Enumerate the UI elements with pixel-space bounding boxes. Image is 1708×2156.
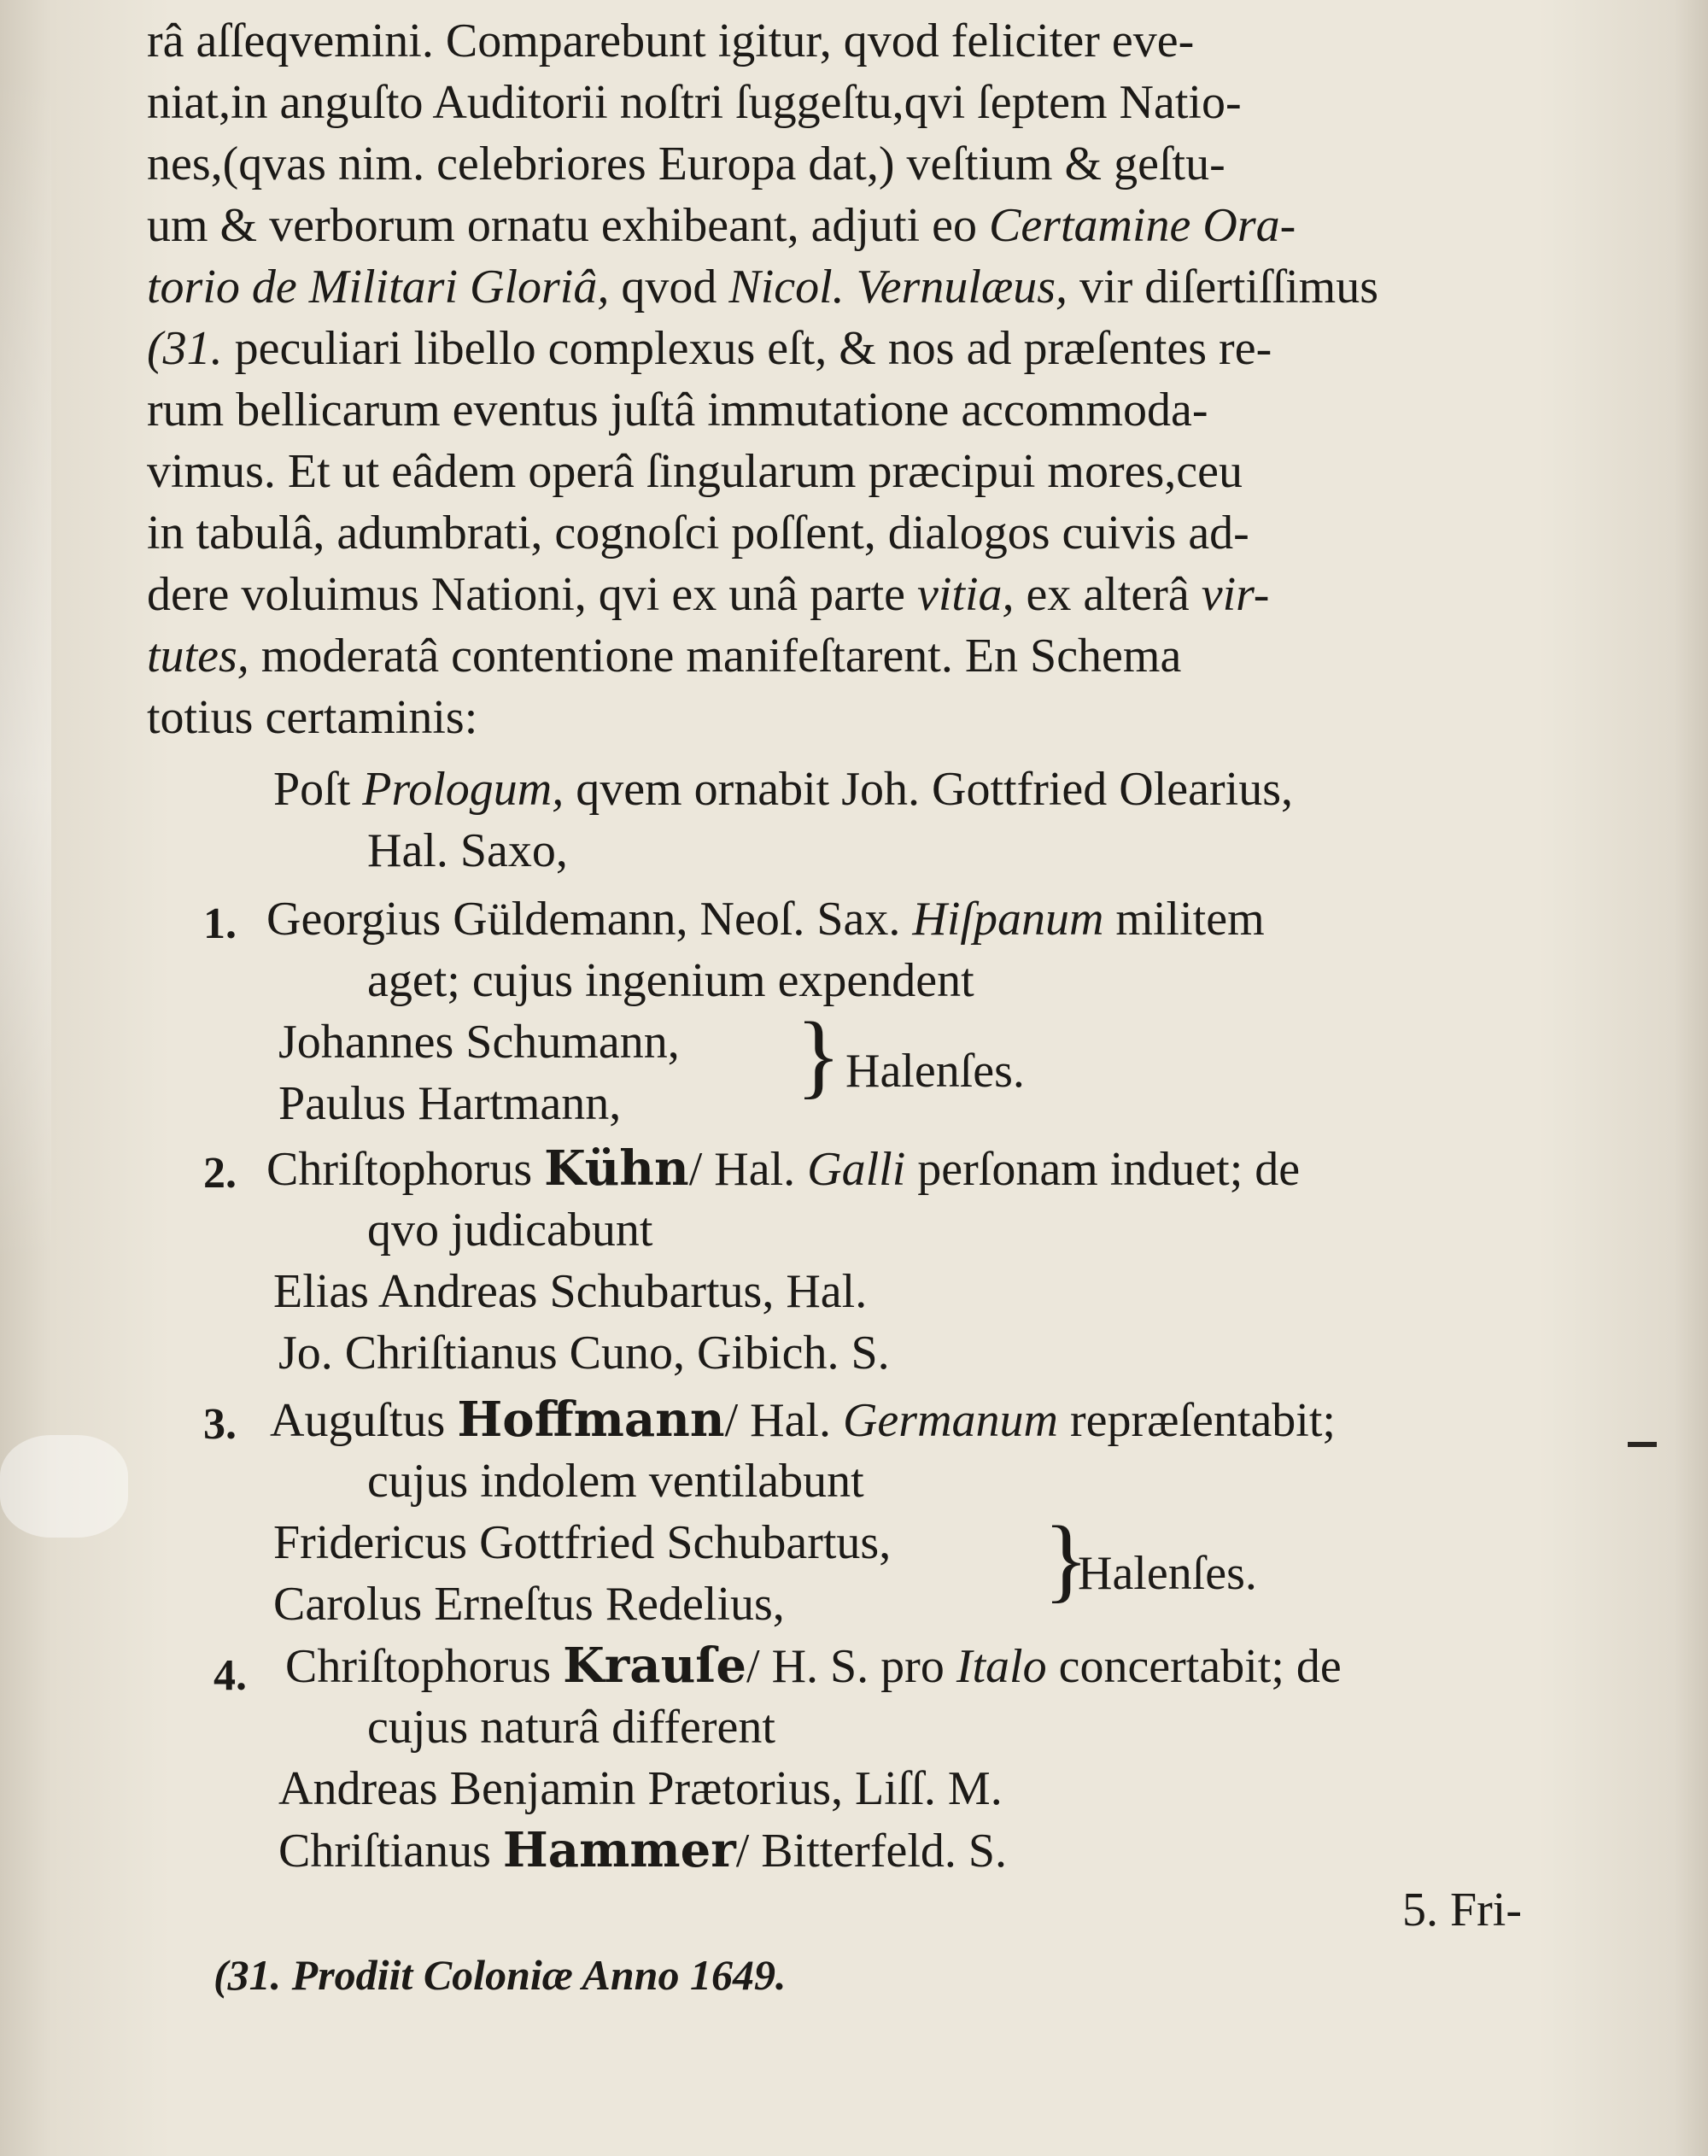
text-line-1: râ aſſeqvemini. Comparebunt igitur, qvod feliciter eve- [147, 15, 1195, 67]
entry-number-2: 2. [203, 1149, 237, 1198]
margin-mark [1628, 1442, 1657, 1447]
entry-2-judge-1: Elias Andreas Schubartus, Hal. [273, 1265, 868, 1318]
entry-1-judge-1: Johannes Schumann, [278, 1016, 680, 1069]
text-line-5: torio de Militari Gloriâ, qvod Nicol. Vernulæus, vir diſertiſſimus [147, 261, 1379, 313]
prologue-origin: Hal. Saxo, [367, 824, 568, 877]
page-edge-damage [0, 68, 51, 1264]
text-line-6: (31. peculiari libello complexus eſt, & nos ad præſentes re- [147, 322, 1272, 375]
entry-4-line-2: cujus naturâ different [367, 1701, 775, 1754]
entry-3-judge-2: Carolus Erneſtus Redelius, [273, 1578, 785, 1631]
text-line-3: nes,(qvas nim. celebriores Europa dat,) veſtium & geſtu- [147, 138, 1225, 190]
entry-3-town: Halenſes. [1078, 1547, 1257, 1600]
entry-3-judge-1: Fridericus Gottfried Schubartus, [273, 1516, 892, 1569]
text-line-8: vimus. Et ut eâdem operâ ſingularum præcipui mores,ceu [147, 445, 1243, 498]
entry-1-line-2: aget; cujus ingenium expendent [367, 954, 974, 1007]
entry-4-line-1: Chriſtophorus Krauſe/ H. S. pro Italo concertabit; de [285, 1638, 1342, 1694]
entry-2-line-1: Chriſtophorus Kühn/ Hal. Galli perſonam induet; de [266, 1140, 1301, 1197]
brace-1: } [796, 1003, 841, 1107]
text-line-12: totius certaminis: [147, 691, 478, 744]
entry-1-line-1: Georgius Güldemann, Neoſ. Sax. Hiſpanum militem [266, 893, 1265, 946]
entry-2-judge-2: Jo. Chriſtianus Cuno, Gibich. S. [278, 1327, 890, 1380]
entry-4-judge-2: Chriſtianus Hammer/ Bitterfeld. S. [278, 1822, 1008, 1878]
footnote: (31. Prodiit Coloniæ Anno 1649. [214, 1951, 787, 1999]
catchword: 5. Fri- [1402, 1884, 1522, 1936]
paper-stain [0, 1435, 128, 1538]
entry-1-judge-2: Paulus Hartmann, [278, 1077, 622, 1130]
entry-number-3: 3. [203, 1400, 237, 1449]
text-line-9: in tabulâ, adumbrati, cognoſci poſſent, dialogos cuivis ad- [147, 507, 1249, 560]
prologue-line: Poſt Prologum, qvem ornabit Joh. Gottfried Olearius, [273, 763, 1293, 816]
text-line-4: um & verborum ornatu exhibeant, adjuti eo Certamine Ora- [147, 199, 1296, 252]
brace-3: } [1044, 1507, 1089, 1611]
text-line-7: rum bellicarum eventus juſtâ immutatione accommoda- [147, 384, 1208, 436]
text-line-11: tutes, moderatâ contentione manifeſtarent. En Schema [147, 630, 1182, 683]
entry-3-line-1: Auguſtus Hoffmann/ Hal. Germanum repræſentabit; [270, 1391, 1336, 1448]
footnote-ref: (31. [147, 322, 223, 375]
entry-4-judge-1: Andreas Benjamin Prætorius, Liſſ. M. [278, 1762, 1003, 1815]
entry-2-line-2: qvo judicabunt [367, 1204, 653, 1257]
entry-1-town: Halenſes. [845, 1045, 1025, 1098]
text-line-2: niat,in anguſto Auditorii noſtri ſuggeſtu,qvi ſeptem Natio- [147, 76, 1242, 129]
entry-number-4: 4. [214, 1651, 247, 1700]
entry-3-line-2: cujus indolem ventilabunt [367, 1455, 864, 1508]
text-line-10: dere voluimus Nationi, qvi ex unâ parte vitia, ex alterâ vir- [147, 568, 1270, 621]
entry-number-1: 1. [203, 899, 237, 948]
